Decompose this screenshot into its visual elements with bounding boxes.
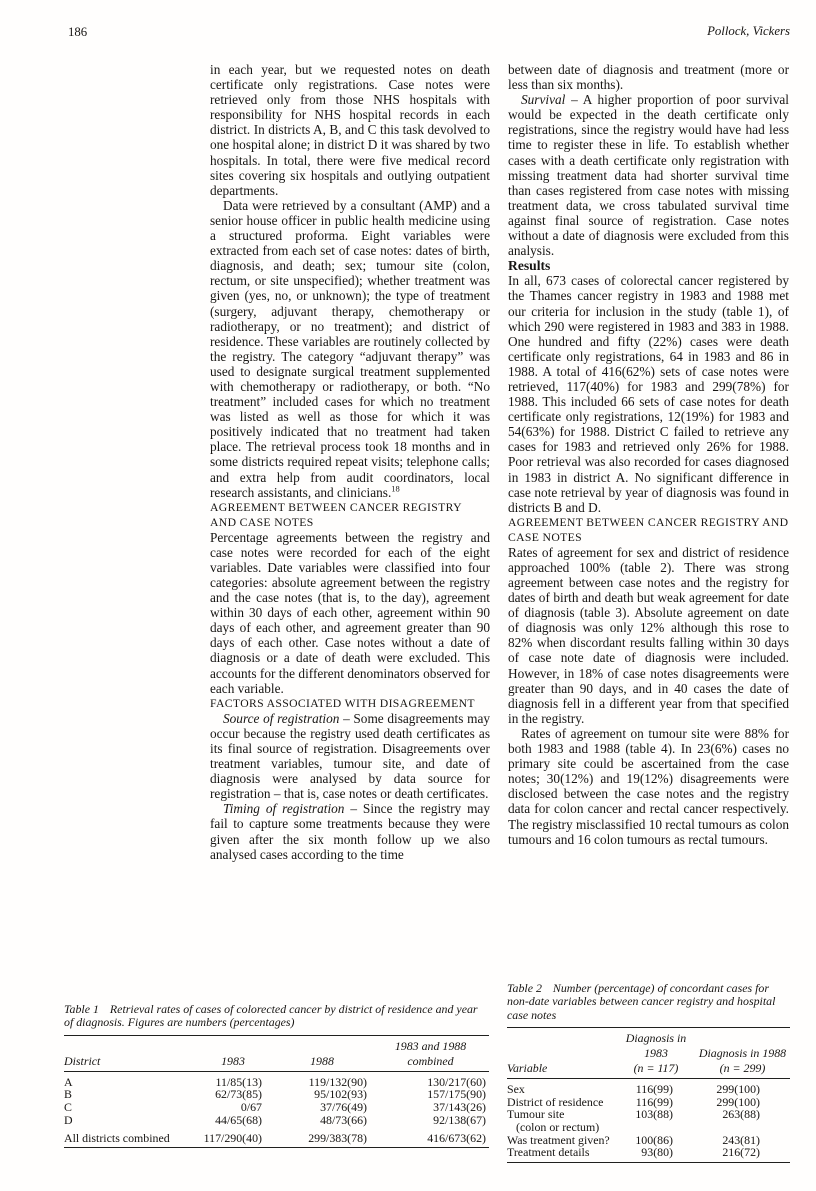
table2-label: Table 2 <box>507 981 542 995</box>
table-cell: 299/383(78) <box>308 1131 367 1146</box>
table-cell: 243(81) <box>722 1132 760 1147</box>
header-line: (n = 299) <box>719 1061 766 1076</box>
table-cell: 92/138(67) <box>433 1112 486 1127</box>
paragraph-text: – Since the registry may fail to capture some treatments because they were given after the six month follow up we also analysed cases according to the time <box>210 801 490 862</box>
table-cell: 44/65(68) <box>215 1112 262 1127</box>
column-header: 1983 and 1988 combined <box>372 1035 489 1071</box>
table2-caption <box>507 982 790 1022</box>
table1-block <box>64 1003 489 1148</box>
header-line: Diagnosis in 1983 <box>625 1031 687 1061</box>
table-cell: All districts combined <box>64 1131 170 1146</box>
table-cell: 37/76(49) <box>320 1100 367 1114</box>
paragraph <box>210 801 490 861</box>
table-cell: 93(80) <box>641 1145 673 1160</box>
paragraph: In all, 673 cases of colorectal cancer registered by the Thames cancer registry in 1983 and 1988 met our criteria for inclusion in the study (table 1), of which 290 were registered in 1983 and 383 in 1988. One hundred and fifty (22%) cases were death certificate only registrations, 64 in 1983 and 86 in 1988. A total of 416(62%) sets of case notes were retrieved, 117(40%) for 1983 and 299(78%) for 1988. This included 66 sets of case notes for death certificate only registrations, 12(19%) for 1983 and 54(63%) for 1988. District C failed to retrieve any cases for 1983 and retrieved only 26% for 1988. Poor retrieval was also recorded for cases diagnosed in 1983 in district A. No significant difference in case note retrieval by year of diagnosis was found in districts B and D. <box>508 273 789 515</box>
table-cell: 130/217(60) <box>427 1074 486 1089</box>
paragraph-lead-italic: Source of registration <box>223 710 340 726</box>
table-cell: 11/85(13) <box>215 1074 262 1089</box>
table-cell: 0/67 <box>240 1100 262 1114</box>
paragraph: Rates of agreement for sex and district of residence approached 100% (table 2). There was strong agreement between case notes and the registry for dates of birth and death but weak agreement for date of diagnosis (table 3). Absolute agreement on date of diagnosis was only 12% although this rose to 82% when discordant results falling within 30 days of case note date of diagnosis were included. However, in 18% of case notes disagreements were greater than 90 days, and in 40 cases the date of diagnosis fell in a different year from that specified in the registry. <box>508 544 789 726</box>
table-cell: 103(88) <box>635 1107 673 1122</box>
table-cell: 37/143(26) <box>433 1100 486 1114</box>
paragraph: between date of diagnosis and treatment (more or less than six months). <box>508 62 789 93</box>
paragraph: Percentage agreements between the registry and case notes were recorded for each of the eight variables. Date variables were classified into four categories: absolute agreement between the registry and the case notes (that is, to the day), agreement within 30 days of each other, agreement within 90 days of each other, and agreement greater than 90 days of each other. Case notes without a date of diagnosis or a date of death were excluded. This accounts for the different denominators observed for each variable. <box>210 529 490 696</box>
table-cell: 119/132(90) <box>308 1074 367 1089</box>
left-column <box>210 62 490 862</box>
paragraph <box>210 711 490 802</box>
table-cell: A <box>64 1074 73 1089</box>
page-number: 186 <box>68 25 88 39</box>
table-cell: 416/673(62) <box>427 1131 486 1146</box>
table1-label: Table 1 <box>64 1002 99 1016</box>
table1-header-row <box>64 1035 489 1071</box>
reference-superscript: 18 <box>391 483 400 494</box>
column-header: District <box>64 1035 194 1071</box>
table-cell: 62/73(85) <box>215 1087 262 1102</box>
table2 <box>507 1027 790 1163</box>
column-header: Variable <box>507 1028 617 1079</box>
variable-label: Sex <box>507 1082 525 1097</box>
paragraph-text: Data were retrieved by a consultant (AMP) and a senior house officer in public health medicine using a structured proforma. Eight variables were extracted from each set of case notes: dates of birth, diagnosis, and death; sex; tumour site (colon, rectum, or site unspecified); whether treatment was given (yes, no, or unknown); the type of treatment (surgery, adjuvant therapy, chemotherapy or radiotherapy, or no treatment); and district of residence. These variables are routinely collected by the registry. The category “adjuvant therapy” was used to designate surgical treatment supplemented with chemotherapy or radiotherapy, or both. “No treatment” included cases for which no treatment was listed as well as those for which it was positively indicated that no treatment had taken place. The retrieval process took 18 months and in some districts required repeat visits; telephone calls; and extra help from audit coordinators, local research assistants, and clinicians. <box>210 197 490 500</box>
column-header <box>695 1028 790 1079</box>
column-header <box>617 1028 695 1079</box>
variable-label: Was treatment given? <box>507 1132 610 1147</box>
paragraph <box>210 198 490 500</box>
table-cell: 116(99) <box>635 1082 673 1097</box>
column-header: 1983 <box>194 1035 272 1071</box>
right-column <box>508 62 789 847</box>
table-cell: B <box>64 1087 72 1102</box>
table-row <box>64 1101 489 1114</box>
paragraph-text: – Some disagreements may occur because the registry used death certificates as its final source of registration. Disagreements over treatment variables, tumour site, and date of diagnosis were analysed by data source for registration – that is, case notes or death certificates. <box>210 710 490 802</box>
variable-sublabel: (colon or rectum) <box>516 1120 600 1134</box>
table1-caption <box>64 1003 489 1030</box>
table-cell: 216(72) <box>722 1145 760 1160</box>
header-line: (n = 117) <box>633 1061 679 1076</box>
table-cell <box>507 1146 617 1162</box>
table1-caption-text: Retrieval rates of cases of colorected cancer by district of residence and year of diagnosis. Figures are numbers (percentages) <box>64 1002 478 1030</box>
table-row <box>64 1114 489 1127</box>
paragraph: Rates of agreement on tumour site were 88% for both 1983 and 1988 (table 4). In 23(6%) cases no primary site could be ascertained from the case notes; 30(12%) and 19(12%) disagreements were disclosed between the case notes and the registry data for colon cancer and rectal cancer respectively. The registry misclassified 10 rectal tumours as colon tumours and 16 colon tumours as rectal tumours. <box>508 725 790 847</box>
table-cell <box>507 1108 617 1133</box>
paragraph: in each year, but we requested notes on death certificate only registrations. Case notes were retrieved only from those NHS hospitals with responsibility for NHS hospital records in each district. In districts A, B, and C this task devolved to one hospital alone; in district D it was shared by two hospitals. In total, there were five medical record sites covering six hospitals and outlying outpatient departments. <box>210 62 490 198</box>
table2-header-row <box>507 1028 790 1079</box>
column-header: 1988 <box>272 1035 372 1071</box>
variable-label: District of residence <box>507 1094 604 1109</box>
table-cell: 117/290(40) <box>203 1131 262 1146</box>
table-total-row <box>64 1132 489 1147</box>
table-row <box>507 1108 790 1133</box>
table-row <box>507 1146 790 1162</box>
table-cell: 263(88) <box>722 1107 760 1122</box>
header-line: Diagnosis in 1988 <box>698 1046 787 1061</box>
running-head: Pollock, Vickers <box>707 24 790 38</box>
table-cell: 48/73(66) <box>320 1112 367 1127</box>
table-cell: C <box>64 1100 72 1114</box>
table-row <box>507 1079 790 1096</box>
table-row <box>64 1071 489 1088</box>
section-heading-factors: FACTORS ASSOCIATED WITH DISAGREEMENT <box>210 696 475 710</box>
paragraph-text: – A higher proportion of poor survival would be expected in the death certificate only registrations, since the registry would have had less time to register these in life. To establish whether cases with a death certificate only registration with missing treatment data had shorter survival time than cases registered from case notes with missing treatment data, we cross tabulated survival time against final source of registration. Case notes without a date of diagnosis were excluded from this analysis. <box>508 92 789 259</box>
table-cell: 299(100) <box>716 1082 760 1097</box>
table2-caption-text: Number (percentage) of concordant cases for non-date variables between cancer registry and hospital case notes <box>507 981 776 1022</box>
table-cell <box>507 1079 617 1096</box>
results-heading: Results <box>508 258 551 274</box>
table1 <box>64 1035 489 1148</box>
section-heading-agreement: AGREEMENT BETWEEN CANCER REGISTRY AND CASE NOTES <box>508 515 789 544</box>
table-cell: 100(86) <box>635 1132 673 1147</box>
table-cell: 116(99) <box>635 1094 673 1109</box>
paragraph-lead-italic: Timing of registration <box>223 801 345 817</box>
variable-label: Tumour site <box>507 1107 565 1122</box>
section-heading-agreement: AGREEMENT BETWEEN CANCER REGISTRY AND CASE NOTES <box>210 500 462 529</box>
paragraph <box>508 92 789 258</box>
variable-label: Treatment details <box>507 1145 590 1160</box>
table-cell: D <box>64 1112 73 1127</box>
table-row <box>64 1088 489 1101</box>
table2-block <box>507 982 790 1163</box>
table-cell: 157/175(90) <box>427 1087 486 1102</box>
table-cell: 95/102(93) <box>314 1087 367 1102</box>
paragraph-lead-italic: Survival <box>521 92 566 108</box>
table-cell: 299(100) <box>716 1094 760 1109</box>
